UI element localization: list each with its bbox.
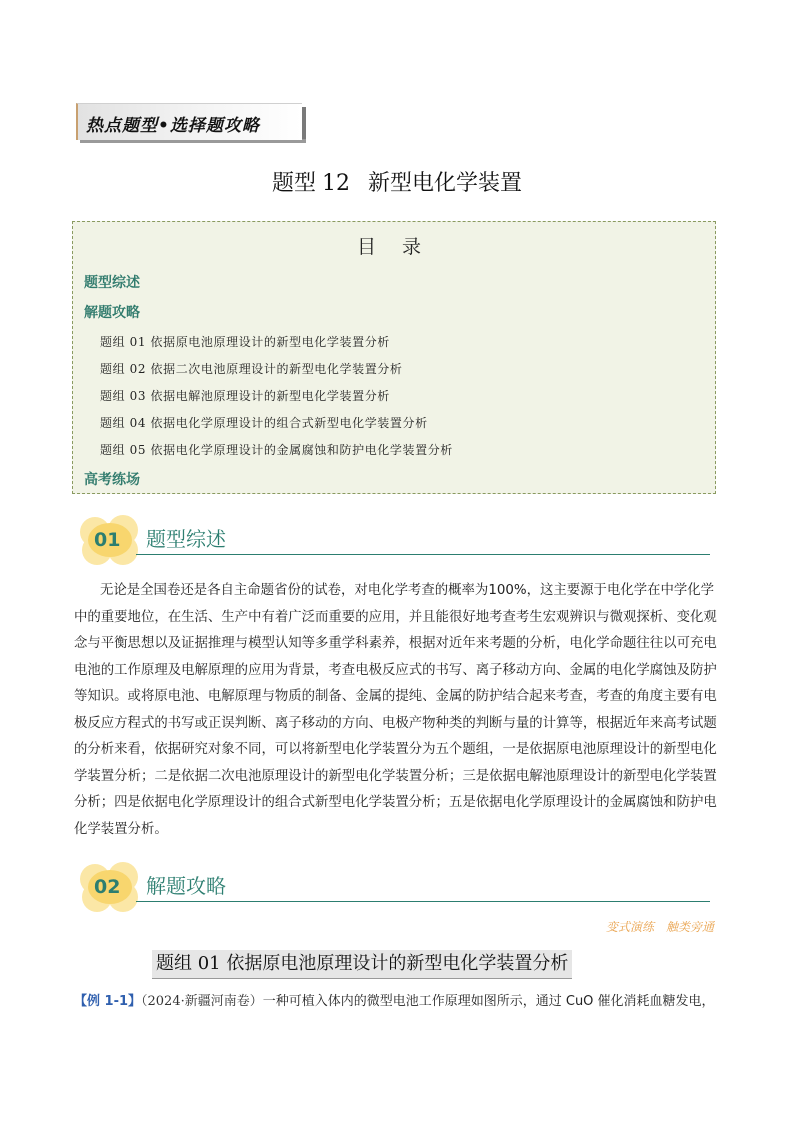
- title-name: 新型电化学装置: [368, 171, 523, 196]
- section-label: 题型综述: [146, 527, 226, 551]
- example-source: （2024·新疆河南卷）: [141, 994, 263, 1009]
- group-prefix: 题组: [156, 953, 192, 974]
- toc-item-2[interactable]: 题组 02 依据二次电池原理设计的新型电化学装置分析: [100, 362, 403, 376]
- toc-section-practice[interactable]: 高考练场: [84, 472, 140, 488]
- group-number: 01: [197, 953, 221, 974]
- section-number: 02: [94, 876, 121, 898]
- page-title: [0, 166, 794, 197]
- banner-text: 热点题型•选择题攻略: [86, 116, 260, 136]
- example-text: 一种可植入体内的微型电池工作原理如图所示，通过 CuO 催化消耗血糖发电，: [262, 994, 715, 1009]
- example-line: [74, 990, 734, 1009]
- group-name: 依据原电池原理设计的新型电化学装置分析: [226, 953, 569, 974]
- table-of-contents: [72, 221, 716, 494]
- toc-section-overview[interactable]: 题型综述: [84, 275, 140, 291]
- section-header-strategy: [80, 862, 720, 912]
- toc-section-strategy[interactable]: 解题攻略: [84, 305, 140, 321]
- example-tag: 【例 1-1】: [74, 994, 142, 1009]
- toc-item-5[interactable]: 题组 05 依据电化学原理设计的金属腐蚀和防护电化学装置分析: [100, 443, 453, 457]
- toc-item-4[interactable]: 题组 04 依据电化学原理设计的组合式新型电化学装置分析: [100, 416, 428, 430]
- title-number: 12: [322, 171, 350, 196]
- section-number: 01: [94, 529, 121, 551]
- group-title: [152, 950, 572, 979]
- section-divider: [136, 901, 710, 902]
- section-label: 解题攻略: [146, 874, 226, 898]
- toc-title: 目 录: [356, 236, 432, 258]
- toc-item-3[interactable]: 题组 03 依据电解池原理设计的新型电化学装置分析: [100, 389, 390, 403]
- overview-paragraph: 无论是全国卷还是各自主命题省份的试卷，对电化学考查的概率为100%，这主要源于电化学在中学化学中的重要地位，在生活、生产中有着广泛而重要的应用，并且能很好地考查考生宏观辨识与微观探析、变化观念与平衡思想以及证据推理与模型认知等多重学科素养，根据对近年来考题的分析，电化学命题往往以可充电电池的工作原理及电解原理的应用为背景，考查电极反应式的书写、离子移动方向、金属的电化学腐蚀及防护等知识。或将原电池、电解原理与物质的制备、金属的提纯、金属的防护结合起来考查，考查的角度主要有电极反应方程式的书写或正误判断、离子移动的方向、电极产物种类的判断与量的计算等，根据近年来高考试题的分析来看，依据研究对象不同，可以将新型电化学装置分为五个题组，一是依据原电池原理设计的新型电化学装置分析；二是依据二次电池原理设计的新型电化学装置分析；三是依据电解池原理设计的新型电化学装置分析；四是依据电化学原理设计的组合式新型电化学装置分析；五是依据电化学原理设计的金属腐蚀和防护电化学装置分析。: [74, 583, 717, 837]
- tagline: 变式演练 触类旁通: [605, 920, 714, 934]
- section-divider: [136, 554, 710, 555]
- header-banner: [76, 103, 308, 143]
- title-prefix: 题型: [271, 171, 316, 196]
- section-header-overview: [80, 515, 720, 565]
- flower-badge: [80, 515, 140, 565]
- flower-badge: [80, 862, 140, 912]
- toc-item-1[interactable]: 题组 01 依据原电池原理设计的新型电化学装置分析: [100, 335, 390, 349]
